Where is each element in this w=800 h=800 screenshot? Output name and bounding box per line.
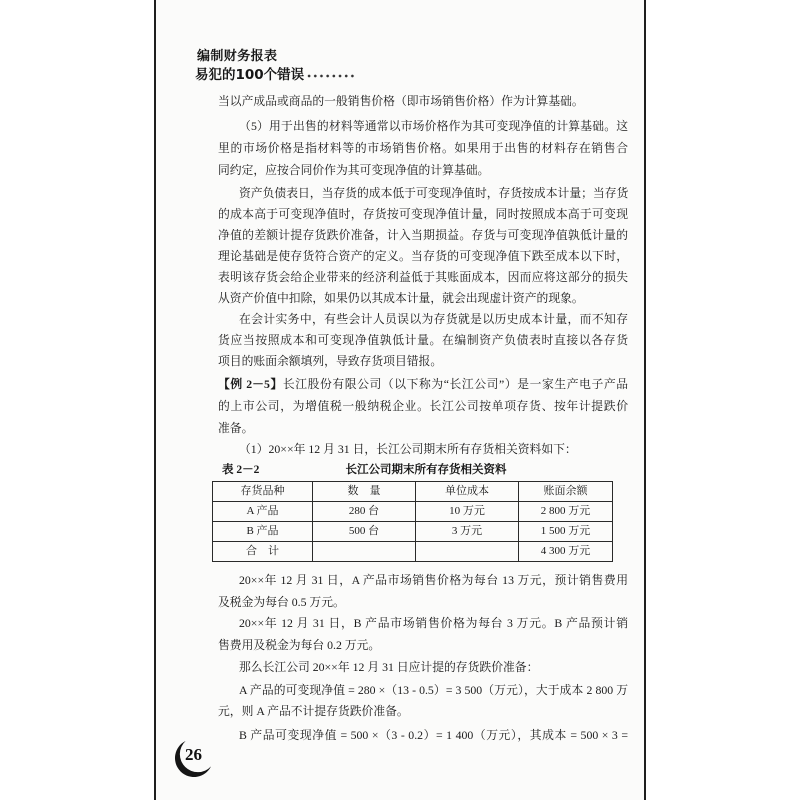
body-text-line: 货应当按照成本和可变现净值孰低计量。在编制资产负债表时直接以各存货 [218, 333, 628, 347]
page-number: 26 [185, 745, 202, 764]
body-text-line: B 产品可变现净值 = 500 ×（3 - 0.2）= 1 400（万元），其成本 = 500 × 3 = [239, 728, 628, 742]
table-cell: 10 万元 [416, 502, 519, 522]
body-text-line: 表明该存货会给企业带来的经济利益低于其账面成本，因而应将这部分的损失 [218, 270, 628, 284]
table-cell: A 产品 [213, 502, 313, 522]
body-text-line: 净值的差额计提存货跌价准备，计入当期损益。存货与可变现净值孰低计量的 [218, 228, 628, 242]
table-header-cell: 账面余额 [519, 482, 613, 502]
table-cell: 2 800 万元 [519, 502, 613, 522]
body-text-line: 从资产价值中扣除，如果仍以其成本计量，就会出现虚计资产的现象。 [218, 291, 584, 305]
body-text-line: 资产负债表日，当存货的成本低于可变现净值时，存货按成本计量；当存货 [239, 186, 629, 200]
table-cell: 280 台 [313, 502, 416, 522]
page-edge-left [154, 0, 156, 800]
table-header-row [213, 482, 613, 502]
table-caption-title: 长江公司期末所有存货相关资料 [345, 464, 507, 476]
body-text-line: 项目的账面余额填列，导致存货项目错报。 [218, 354, 443, 368]
body-text-line: 当以产成品或商品的一般销售价格（即市场销售价格）作为计算基础。 [218, 94, 584, 108]
body-text-line: （1）20××年 12 月 31 日，长江公司期末所有存货相关资料如下： [239, 442, 577, 456]
table-cell [313, 542, 416, 562]
body-text-line: A 产品的可变现净值 = 280 ×（13 - 0.5）= 3 500（万元），大于成本 2 800 万 [239, 683, 628, 697]
table-cell: 3 万元 [416, 522, 519, 542]
running-header-book-title: 易犯的100个错误 [195, 67, 305, 83]
example-label: 【例 2－5】 [218, 377, 283, 391]
body-text-line: 里的市场价格是指材料等的市场销售价格。如果用于出售的材料存在销售合 [218, 141, 628, 155]
body-text-span: 长江股份有限公司（以下称为“长江公司”）是一家生产电子产品 [282, 377, 628, 391]
body-text-line: 理论基础是使存货符合资产的定义。当存货的可变现净值下跌至成本以下时， [218, 249, 628, 263]
table-total-row [213, 542, 613, 562]
table-cell [416, 542, 519, 562]
table-header-cell: 存货品种 [213, 482, 313, 502]
body-text-line: 准备。 [218, 421, 254, 435]
body-text-line: （5）用于出售的材料等通常以市场价格作为其可变现净值的计算基础。这 [239, 119, 628, 133]
table-row [213, 502, 613, 522]
body-text-line: 20××年 12 月 31 日，A 产品市场销售价格为每台 13 万元，预计销售费用 [239, 573, 628, 587]
page-edge-right [644, 0, 646, 800]
body-text-line: 20××年 12 月 31 日，B 产品市场销售价格为每台 3 万元。B 产品预计销 [239, 616, 628, 630]
body-text-line: 在会计实务中，有些会计人员误以为存货就是以历史成本计量，而不知存 [239, 312, 628, 326]
example-first-line [218, 376, 628, 392]
body-text-line: 的成本高于可变现净值时，存货按可变现净值计量，同时按照成本高于可变现 [218, 207, 628, 221]
table-row [213, 522, 613, 542]
header-dots-ornament [306, 73, 356, 79]
body-text-line: 售费用及税金为每台 0.2 万元。 [218, 638, 381, 652]
running-header-series-title: 编制财务报表 [197, 49, 278, 64]
body-text-line: 元，则 A 产品不计提存货跌价准备。 [218, 704, 409, 718]
table-cell: B 产品 [213, 522, 313, 542]
body-text-line: 及税金为每台 0.5 万元。 [218, 595, 345, 609]
table-cell: 1 500 万元 [519, 522, 613, 542]
table-caption-number: 表 2－2 [222, 464, 260, 476]
body-text-line: 的上市公司，为增值税一般纳税企业。长江公司按单项存货、按年计提跌价 [218, 399, 628, 413]
table-cell: 4 300 万元 [519, 542, 613, 562]
table-header-cell: 单位成本 [416, 482, 519, 502]
inventory-table [212, 481, 613, 562]
table-cell: 合 计 [213, 542, 313, 562]
table-header-cell: 数 量 [313, 482, 416, 502]
table-cell: 500 台 [313, 522, 416, 542]
body-text-line: 同约定，应按合同价作为其可变现净值的计算基础。 [218, 163, 490, 177]
body-text-line: 那么长江公司 20××年 12 月 31 日应计提的存货跌价准备： [239, 660, 539, 674]
